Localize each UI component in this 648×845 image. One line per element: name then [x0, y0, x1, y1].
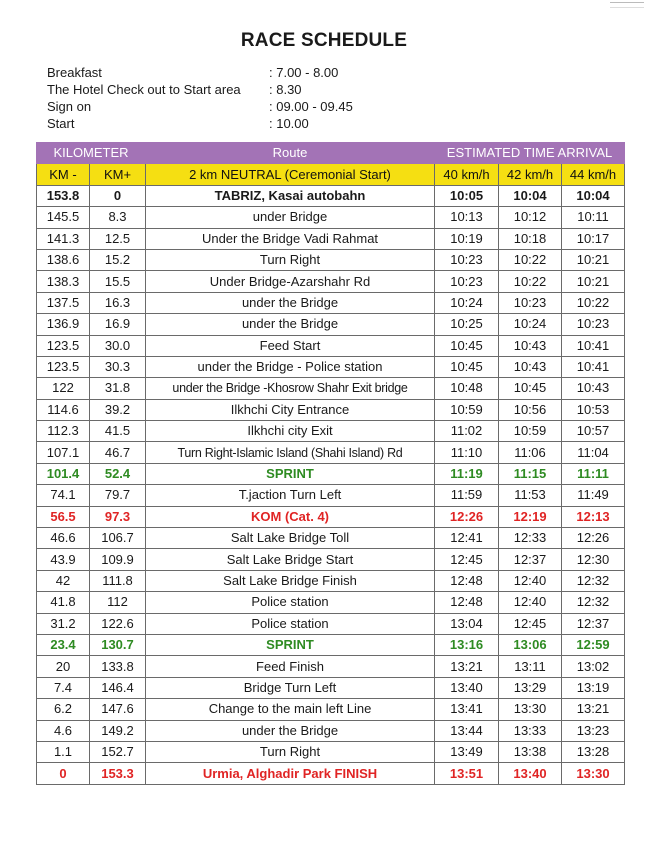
km-plus-cell: 41.5	[90, 421, 146, 442]
eta-44-cell: 11:11	[562, 463, 625, 484]
eta-44-cell: 12:32	[562, 592, 625, 613]
km-plus-cell: 30.3	[90, 356, 146, 377]
km-minus-cell: 107.1	[37, 442, 90, 463]
route-cell: under the Bridge	[146, 720, 435, 741]
eta-44-cell: 10:21	[562, 249, 625, 270]
km-plus-cell: 106.7	[90, 528, 146, 549]
header-route: Route	[146, 143, 435, 164]
table-row	[37, 421, 625, 442]
eta-42-cell: 13:38	[499, 741, 562, 762]
route-cell: Ilkhchi City Entrance	[146, 399, 435, 420]
eta-44-cell: 10:04	[562, 185, 625, 206]
km-minus-cell: 31.2	[37, 613, 90, 634]
km-minus-cell: 114.6	[37, 399, 90, 420]
km-minus-cell: 123.5	[37, 356, 90, 377]
eta-42-cell: 10:45	[499, 378, 562, 399]
eta-40-cell: 10:19	[435, 228, 499, 249]
eta-44-cell: 10:41	[562, 356, 625, 377]
route-cell: Turn Right	[146, 249, 435, 270]
schedule-body	[37, 185, 625, 784]
eta-42-cell: 12:33	[499, 528, 562, 549]
eta-42-cell: 10:59	[499, 421, 562, 442]
km-minus-cell: 42	[37, 570, 90, 591]
table-row	[37, 506, 625, 527]
km-plus-cell: 31.8	[90, 378, 146, 399]
eta-40-cell: 10:48	[435, 378, 499, 399]
eta-42-cell: 13:33	[499, 720, 562, 741]
header-neutral-start: 2 km NEUTRAL (Ceremonial Start)	[146, 164, 435, 185]
eta-42-cell: 13:06	[499, 634, 562, 655]
eta-42-cell: 13:30	[499, 699, 562, 720]
eta-42-cell: 10:12	[499, 207, 562, 228]
km-plus-cell: 97.3	[90, 506, 146, 527]
route-cell: Ilkhchi city Exit	[146, 421, 435, 442]
km-minus-cell: 112.3	[37, 421, 90, 442]
table-row	[37, 720, 625, 741]
eta-44-cell: 13:02	[562, 656, 625, 677]
info-label: Sign on	[47, 99, 92, 114]
km-minus-cell: 56.5	[37, 506, 90, 527]
route-cell: T.jaction Turn Left	[146, 485, 435, 506]
km-minus-cell: 23.4	[37, 634, 90, 655]
km-plus-cell: 52.4	[90, 463, 146, 484]
route-cell: Bridge Turn Left	[146, 677, 435, 698]
eta-42-cell: 11:15	[499, 463, 562, 484]
km-minus-cell: 123.5	[37, 335, 90, 356]
header-km-minus: KM -	[37, 164, 90, 185]
eta-42-cell: 12:19	[499, 506, 562, 527]
route-cell: KOM (Cat. 4)	[146, 506, 435, 527]
route-cell: Turn Right-Islamic Island (Shahi Island) Rd	[146, 442, 435, 463]
table-row	[37, 271, 625, 292]
info-value: : 7.00 - 8.00	[269, 65, 339, 80]
eta-40-cell: 10:23	[435, 249, 499, 270]
eta-40-cell: 10:23	[435, 271, 499, 292]
eta-40-cell: 13:51	[435, 763, 499, 784]
header-speed-42: 42 km/h	[499, 164, 562, 185]
eta-40-cell: 13:44	[435, 720, 499, 741]
km-plus-cell: 111.8	[90, 570, 146, 591]
eta-40-cell: 13:04	[435, 613, 499, 634]
route-cell: Salt Lake Bridge Finish	[146, 570, 435, 591]
route-cell: under Bridge	[146, 207, 435, 228]
km-plus-cell: 146.4	[90, 677, 146, 698]
eta-44-cell: 10:57	[562, 421, 625, 442]
eta-40-cell: 12:48	[435, 592, 499, 613]
eta-44-cell: 10:11	[562, 207, 625, 228]
eta-44-cell: 12:37	[562, 613, 625, 634]
eta-44-cell: 13:19	[562, 677, 625, 698]
eta-42-cell: 10:43	[499, 356, 562, 377]
km-plus-cell: 39.2	[90, 399, 146, 420]
eta-44-cell: 10:21	[562, 271, 625, 292]
schedule-table	[36, 142, 625, 785]
info-label: The Hotel Check out to Start area	[47, 82, 241, 97]
eta-42-cell: 12:40	[499, 570, 562, 591]
table-row	[37, 442, 625, 463]
table-row	[37, 292, 625, 313]
table-row	[37, 314, 625, 335]
km-minus-cell: 0	[37, 763, 90, 784]
eta-44-cell: 12:59	[562, 634, 625, 655]
eta-44-cell: 10:41	[562, 335, 625, 356]
eta-40-cell: 10:13	[435, 207, 499, 228]
km-plus-cell: 153.3	[90, 763, 146, 784]
route-cell: Salt Lake Bridge Toll	[146, 528, 435, 549]
eta-40-cell: 11:59	[435, 485, 499, 506]
table-row	[37, 485, 625, 506]
route-cell: Change to the main left Line	[146, 699, 435, 720]
eta-42-cell: 10:22	[499, 271, 562, 292]
km-minus-cell: 4.6	[37, 720, 90, 741]
info-label: Breakfast	[47, 65, 102, 80]
header-km-plus: KM+	[90, 164, 146, 185]
header-eta: ESTIMATED TIME ARRIVAL	[435, 143, 625, 164]
eta-40-cell: 10:24	[435, 292, 499, 313]
route-cell: Turn Right	[146, 741, 435, 762]
route-cell: SPRINT	[146, 634, 435, 655]
km-minus-cell: 145.5	[37, 207, 90, 228]
table-row	[37, 763, 625, 784]
km-minus-cell: 74.1	[37, 485, 90, 506]
km-plus-cell: 15.2	[90, 249, 146, 270]
eta-44-cell: 13:21	[562, 699, 625, 720]
table-row	[37, 463, 625, 484]
header-speed-40: 40 km/h	[435, 164, 499, 185]
info-row-breakfast	[47, 64, 447, 81]
info-label: Start	[47, 116, 75, 131]
table-row	[37, 249, 625, 270]
km-minus-cell: 1.1	[37, 741, 90, 762]
info-value: : 09.00 - 09.45	[269, 99, 353, 114]
table-row	[37, 592, 625, 613]
km-plus-cell: 109.9	[90, 549, 146, 570]
table-row	[37, 613, 625, 634]
table-row	[37, 549, 625, 570]
header-kilometer: KILOMETER	[37, 143, 146, 164]
eta-42-cell: 13:11	[499, 656, 562, 677]
header-speed-44: 44 km/h	[562, 164, 625, 185]
route-cell: Salt Lake Bridge Start	[146, 549, 435, 570]
eta-42-cell: 11:53	[499, 485, 562, 506]
table-row	[37, 228, 625, 249]
eta-42-cell: 12:45	[499, 613, 562, 634]
km-minus-cell: 6.2	[37, 699, 90, 720]
eta-40-cell: 10:25	[435, 314, 499, 335]
eta-44-cell: 10:23	[562, 314, 625, 335]
eta-42-cell: 10:22	[499, 249, 562, 270]
km-plus-cell: 12.5	[90, 228, 146, 249]
route-cell: Feed Finish	[146, 656, 435, 677]
route-cell: under the Bridge -Khosrow Shahr Exit bridge	[146, 378, 435, 399]
eta-40-cell: 10:45	[435, 335, 499, 356]
km-minus-cell: 137.5	[37, 292, 90, 313]
eta-42-cell: 13:40	[499, 763, 562, 784]
eta-44-cell: 11:49	[562, 485, 625, 506]
eta-44-cell: 10:53	[562, 399, 625, 420]
table-row	[37, 634, 625, 655]
km-plus-cell: 149.2	[90, 720, 146, 741]
route-cell: SPRINT	[146, 463, 435, 484]
page-title: RACE SCHEDULE	[240, 30, 408, 51]
eta-44-cell: 12:30	[562, 549, 625, 570]
eta-44-cell: 12:13	[562, 506, 625, 527]
km-minus-cell: 101.4	[37, 463, 90, 484]
eta-44-cell: 12:32	[562, 570, 625, 591]
km-minus-cell: 141.3	[37, 228, 90, 249]
km-minus-cell: 41.8	[37, 592, 90, 613]
km-plus-cell: 16.9	[90, 314, 146, 335]
km-minus-cell: 138.6	[37, 249, 90, 270]
km-minus-cell: 153.8	[37, 185, 90, 206]
km-plus-cell: 46.7	[90, 442, 146, 463]
eta-42-cell: 12:37	[499, 549, 562, 570]
eta-40-cell: 13:16	[435, 634, 499, 655]
eta-40-cell: 10:59	[435, 399, 499, 420]
eta-40-cell: 13:49	[435, 741, 499, 762]
route-cell: under the Bridge	[146, 292, 435, 313]
km-plus-cell: 133.8	[90, 656, 146, 677]
schedule-info	[47, 64, 447, 132]
corner-mark	[610, 2, 644, 8]
km-minus-cell: 136.9	[37, 314, 90, 335]
km-plus-cell: 15.5	[90, 271, 146, 292]
route-cell: Urmia, Alghadir Park FINISH	[146, 763, 435, 784]
eta-40-cell: 11:10	[435, 442, 499, 463]
eta-44-cell: 13:23	[562, 720, 625, 741]
eta-40-cell: 13:41	[435, 699, 499, 720]
eta-44-cell: 10:22	[562, 292, 625, 313]
route-cell: under the Bridge	[146, 314, 435, 335]
eta-40-cell: 10:05	[435, 185, 499, 206]
km-plus-cell: 147.6	[90, 699, 146, 720]
km-plus-cell: 152.7	[90, 741, 146, 762]
km-plus-cell: 130.7	[90, 634, 146, 655]
eta-40-cell: 13:40	[435, 677, 499, 698]
eta-42-cell: 11:06	[499, 442, 562, 463]
eta-42-cell: 10:43	[499, 335, 562, 356]
info-value: : 10.00	[269, 116, 309, 131]
table-row	[37, 528, 625, 549]
km-minus-cell: 46.6	[37, 528, 90, 549]
km-minus-cell: 138.3	[37, 271, 90, 292]
eta-40-cell: 11:19	[435, 463, 499, 484]
route-cell: Police station	[146, 613, 435, 634]
km-plus-cell: 0	[90, 185, 146, 206]
eta-44-cell: 10:17	[562, 228, 625, 249]
km-plus-cell: 30.0	[90, 335, 146, 356]
km-plus-cell: 79.7	[90, 485, 146, 506]
eta-42-cell: 10:04	[499, 185, 562, 206]
eta-40-cell: 13:21	[435, 656, 499, 677]
table-row	[37, 699, 625, 720]
header-row-groups	[37, 143, 625, 164]
table-row	[37, 207, 625, 228]
table-row	[37, 378, 625, 399]
km-plus-cell: 122.6	[90, 613, 146, 634]
eta-42-cell: 10:56	[499, 399, 562, 420]
eta-44-cell: 11:04	[562, 442, 625, 463]
km-plus-cell: 8.3	[90, 207, 146, 228]
route-cell: TABRIZ, Kasai autobahn	[146, 185, 435, 206]
eta-44-cell: 13:30	[562, 763, 625, 784]
eta-40-cell: 12:45	[435, 549, 499, 570]
eta-40-cell: 12:41	[435, 528, 499, 549]
eta-44-cell: 12:26	[562, 528, 625, 549]
info-value: : 8.30	[269, 82, 302, 97]
route-cell: Under the Bridge Vadi Rahmat	[146, 228, 435, 249]
table-row	[37, 656, 625, 677]
table-row	[37, 570, 625, 591]
eta-42-cell: 10:18	[499, 228, 562, 249]
table-row	[37, 741, 625, 762]
eta-40-cell: 12:48	[435, 570, 499, 591]
table-row	[37, 356, 625, 377]
header-row-columns	[37, 164, 625, 185]
table-row	[37, 399, 625, 420]
km-minus-cell: 43.9	[37, 549, 90, 570]
route-cell: under the Bridge - Police station	[146, 356, 435, 377]
eta-44-cell: 10:43	[562, 378, 625, 399]
km-minus-cell: 7.4	[37, 677, 90, 698]
eta-40-cell: 10:45	[435, 356, 499, 377]
eta-44-cell: 13:28	[562, 741, 625, 762]
route-cell: Under Bridge-Azarshahr Rd	[146, 271, 435, 292]
eta-40-cell: 12:26	[435, 506, 499, 527]
km-plus-cell: 112	[90, 592, 146, 613]
table-row	[37, 185, 625, 206]
eta-42-cell: 13:29	[499, 677, 562, 698]
km-plus-cell: 16.3	[90, 292, 146, 313]
route-cell: Police station	[146, 592, 435, 613]
eta-42-cell: 10:24	[499, 314, 562, 335]
info-row-checkout	[47, 81, 447, 98]
km-minus-cell: 20	[37, 656, 90, 677]
eta-42-cell: 10:23	[499, 292, 562, 313]
km-minus-cell: 122	[37, 378, 90, 399]
table-row	[37, 335, 625, 356]
info-row-start	[47, 115, 447, 132]
route-cell: Feed Start	[146, 335, 435, 356]
info-row-sign-on	[47, 98, 447, 115]
eta-40-cell: 11:02	[435, 421, 499, 442]
eta-42-cell: 12:40	[499, 592, 562, 613]
table-row	[37, 677, 625, 698]
